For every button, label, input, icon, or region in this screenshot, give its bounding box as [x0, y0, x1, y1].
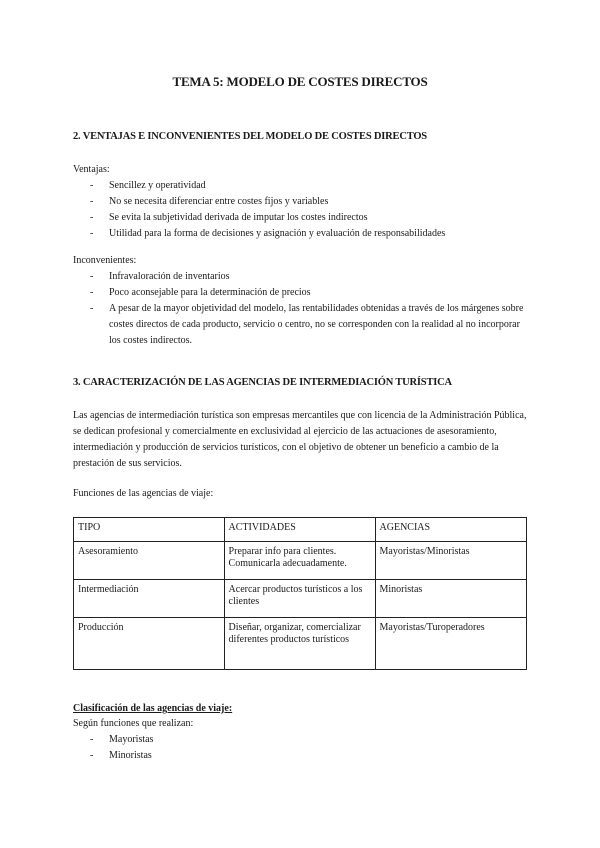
table-cell: Producción: [74, 618, 225, 670]
table-cell: Minoristas: [375, 580, 526, 618]
table-cell: Mayoristas/Turoperadores: [375, 618, 526, 670]
inconvenientes-list: [73, 269, 528, 349]
ventajas-label: Ventajas:: [73, 164, 110, 175]
section-2-heading: 2. VENTAJAS E INCONVENIENTES DEL MODELO DE COSTES DIRECTOS: [73, 131, 427, 142]
list-item: - Poco aconsejable para la determinación de precios: [73, 285, 528, 301]
list-item: - No se necesita diferenciar entre costes fijos y variables: [73, 194, 528, 210]
table-header-cell: ACTIVIDADES: [224, 518, 375, 542]
list-item: - A pesar de la mayor objetividad del modelo, las rentabilidades obtenidas a través de los márgenes sobre costes directos de cada producto, servicio o centro, no se corresponden con la realidad al no incorporar los costes indirectos.: [73, 301, 528, 349]
table-cell: Diseñar, organizar, comercializar diferentes productos turísticos: [224, 618, 375, 670]
page-title: TEMA 5: MODELO DE COSTES DIRECTOS: [172, 74, 428, 89]
list-item: - Minoristas: [73, 748, 528, 764]
list-item: - Se evita la subjetividad derivada de imputar los costes indirectos: [73, 210, 528, 226]
inconvenientes-block: [73, 253, 528, 349]
table-header-cell: TIPO: [74, 518, 225, 542]
list-item: - Infravaloración de inventarios: [73, 269, 528, 285]
list-item: - Sencillez y operatividad: [73, 178, 528, 194]
ventajas-list: [73, 178, 528, 242]
list-item: - Mayoristas: [73, 732, 528, 748]
table-row: [74, 580, 527, 618]
funciones-label: Funciones de las agencias de viaje:: [73, 488, 214, 499]
section-3-heading: 3. CARACTERIZACIÓN DE LAS AGENCIAS DE INTERMEDIACIÓN TURÍSTICA: [73, 377, 452, 388]
table-cell: Intermediación: [74, 580, 225, 618]
section-3-paragraph: Las agencias de intermediación turística son empresas mercantiles que con licencia de la Administración Pública, se dedican profesional y comercialmente en exclusividad al ejercicio de las actuaciones de asesoramiento, intermediación y producción de servicios turísticos, con el objetivo de obtener un beneficio a cambio de la prestación de sus servicios.: [73, 410, 527, 469]
funciones-table: [73, 517, 527, 670]
clasificacion-list: [73, 732, 528, 764]
table-row: [74, 618, 527, 670]
table-row: [74, 542, 527, 580]
table-cell: Preparar info para clientes. Comunicarla adecuadamente.: [224, 542, 375, 580]
clasificacion-block: [73, 716, 528, 764]
table-cell: Asesoramiento: [74, 542, 225, 580]
table-header-row: [74, 518, 527, 542]
table-cell: Mayoristas/Minoristas: [375, 542, 526, 580]
table-cell: Acercar productos turísticos a los clientes: [224, 580, 375, 618]
clasificacion-heading: Clasificación de las agencias de viaje:: [73, 703, 233, 714]
table-header-cell: AGENCIAS: [375, 518, 526, 542]
list-item: - Utilidad para la forma de decisiones y asignación y evaluación de responsabilidades: [73, 226, 528, 242]
ventajas-block: [73, 162, 528, 242]
clasificacion-intro: Según funciones que realizan:: [73, 718, 194, 729]
inconvenientes-label: Inconvenientes:: [73, 255, 137, 266]
